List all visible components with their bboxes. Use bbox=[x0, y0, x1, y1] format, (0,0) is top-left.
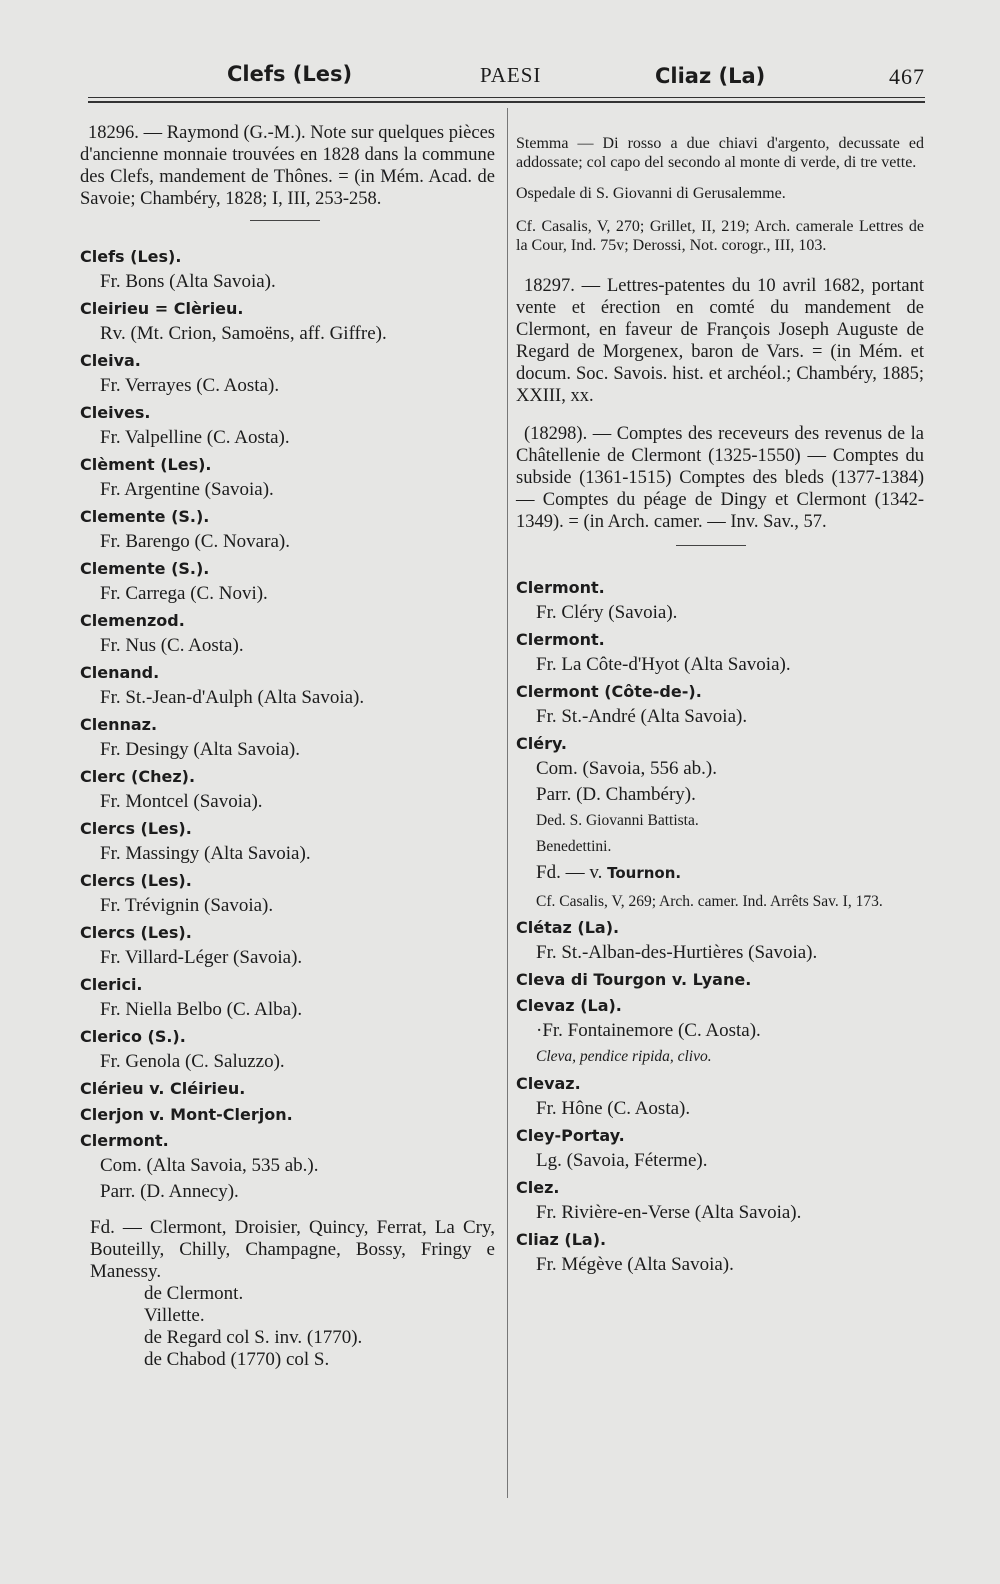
page-number: 467 bbox=[889, 64, 925, 89]
cf-note: Cf. Casalis, V, 270; Grillet, II, 219; Arch. camerale Lettres de la Cour, Ind. 75v; Derossi, Not. corogr., III, 103. bbox=[516, 218, 924, 254]
right-entries-1 bbox=[516, 576, 924, 730]
headword: Clefs (Les). bbox=[80, 247, 182, 266]
list-item bbox=[516, 680, 924, 730]
headword: Clerjon v. Mont-Clerjon. bbox=[80, 1105, 293, 1124]
fd-line: Fd. — Clermont, Droisier, Quincy, Ferrat, La Cry, Bouteilly, Chilly, Champagne, Bossy, Fringy e Manessy. bbox=[90, 1217, 495, 1282]
headword: Clercs (Les). bbox=[80, 923, 192, 942]
entry-detail: Fr. Argentine (Savoia). bbox=[100, 479, 274, 500]
headword: Clerici. bbox=[80, 975, 143, 994]
list-item bbox=[80, 765, 495, 815]
entry-detail: Fr. Hône (C. Aosta). bbox=[536, 1098, 691, 1119]
list-item bbox=[516, 576, 924, 626]
list-item bbox=[516, 628, 924, 678]
headword: Clétaz (La). bbox=[516, 918, 620, 937]
list-item bbox=[80, 349, 495, 399]
order-line: Benedettini. bbox=[536, 838, 612, 855]
headword: Clemente (S.). bbox=[80, 559, 210, 578]
list-item bbox=[516, 968, 924, 992]
entry-detail: Fr. Massingy (Alta Savoia). bbox=[100, 843, 311, 864]
fd-prefix: Fd. — v. bbox=[536, 862, 603, 883]
headword: Clerico (S.). bbox=[80, 1027, 186, 1046]
fd-detail: de Chabod (1770) col S. bbox=[144, 1349, 330, 1370]
entry-detail: Fr. Bons (Alta Savoia). bbox=[100, 271, 276, 292]
headword: Clevaz (La). bbox=[516, 996, 622, 1015]
headword: Clez. bbox=[516, 1178, 560, 1197]
list-item bbox=[80, 1103, 495, 1127]
entry-detail: Fr. Villard-Léger (Savoia). bbox=[100, 947, 303, 968]
right-entries-2 bbox=[516, 916, 924, 1278]
list-item bbox=[80, 245, 495, 295]
headword: Clevaz. bbox=[516, 1074, 581, 1093]
header-rule-thick bbox=[88, 101, 925, 103]
header-rule bbox=[88, 97, 925, 98]
headword: Clercs (Les). bbox=[80, 871, 192, 890]
headword: Clennaz. bbox=[80, 715, 158, 734]
headword: Cleiva. bbox=[80, 351, 141, 370]
parr-line: Parr. (D. Annecy). bbox=[100, 1181, 239, 1202]
headword: Clermont (Côte-de-). bbox=[516, 682, 702, 701]
entry-detail: Fr. Genola (C. Saluzzo). bbox=[100, 1051, 285, 1072]
right-column bbox=[516, 134, 924, 1280]
entry-detail: Fr. St.-Alban-des-Hurtières (Savoia). bbox=[536, 942, 818, 963]
list-item bbox=[516, 1124, 924, 1174]
entry-detail: Fr. Cléry (Savoia). bbox=[536, 602, 678, 623]
headword: Cleirieu = Clèrieu. bbox=[80, 299, 244, 318]
entry-detail: Fr. St.-André (Alta Savoia). bbox=[536, 706, 748, 727]
list-item bbox=[80, 453, 495, 503]
headword: Cleives. bbox=[80, 403, 151, 422]
entry-18298: (18298). — Comptes des receveurs des revenus de la Châtellenie de Clermont (1325-1550) — Comptes du subside (1361-1515) Comptes des bleds (1377-1384) — Comptes du péage de Dingy et Clermont (1342-1349). = (in Arch. camer. — Inv. Sav., 57. bbox=[516, 424, 924, 532]
list-item bbox=[516, 1072, 924, 1122]
fd-detail: de Clermont. bbox=[144, 1283, 244, 1304]
headword: Cliaz (La). bbox=[516, 1230, 607, 1249]
parr-line: Parr. (D. Chambéry). bbox=[536, 784, 696, 805]
entry-clery bbox=[516, 732, 924, 912]
headword: Clenand. bbox=[80, 663, 160, 682]
headword: Clérieu v. Cléirieu. bbox=[80, 1079, 246, 1098]
separator bbox=[250, 220, 320, 221]
entry-detail: ·Fr. Fontainemore (C. Aosta). bbox=[536, 1020, 761, 1041]
separator bbox=[676, 545, 746, 546]
left-entries bbox=[80, 245, 495, 1127]
entry-detail: Fr. Mégève (Alta Savoia). bbox=[536, 1254, 734, 1275]
left-column bbox=[80, 122, 495, 1373]
cf-line: Cf. Casalis, V, 269; Arch. camer. Ind. Arrêts Sav. I, 173. bbox=[536, 893, 883, 910]
fd-line bbox=[516, 860, 924, 886]
column-divider bbox=[507, 108, 508, 1498]
headword: Clermont. bbox=[80, 1131, 169, 1150]
entry-detail: Fr. Carrega (C. Novi). bbox=[100, 583, 268, 604]
list-item bbox=[516, 1176, 924, 1226]
headword: Clemenzod. bbox=[80, 611, 185, 630]
header-center: PAESI bbox=[480, 63, 542, 87]
list-item bbox=[80, 1025, 495, 1075]
entry-detail: Fr. Niella Belbo (C. Alba). bbox=[100, 999, 303, 1020]
headword: Clermont. bbox=[516, 630, 605, 649]
ospedale-note: Ospedale di S. Giovanni di Gerusalemme. bbox=[516, 185, 786, 202]
headword: Clerc (Chez). bbox=[80, 767, 196, 786]
entry-18296: 18296. — Raymond (G.-M.). Note sur quelques pièces d'ancienne monnaie trouvées en 1828 dans la commune des Clefs, mandement de Thônes. = (in Mém. Acad. de Savoie; Chambéry, 1828; I, III, 253-258. bbox=[80, 123, 495, 209]
entry-detail: Fr. Verrayes (C. Aosta). bbox=[100, 375, 280, 396]
entry-clermont bbox=[80, 1129, 495, 1371]
headword: Cley-Portay. bbox=[516, 1126, 625, 1145]
entry-detail: Fr. Nus (C. Aosta). bbox=[100, 635, 244, 656]
list-item bbox=[80, 921, 495, 971]
list-item bbox=[516, 1228, 924, 1278]
list-item bbox=[80, 557, 495, 607]
list-item bbox=[80, 297, 495, 347]
entry-18297: 18297. — Lettres-patentes du 10 avril 1682, portant vente et érection en comté du mandement de Clermont, en faveur de François Joseph Auguste de Regard de Morgenex, baron de Vars. = (in Mém. et docum. Soc. Savois. hist. et archéol.; Chambéry, 1885; XXIII, xx. bbox=[516, 276, 924, 406]
headword: Clemente (S.). bbox=[80, 507, 210, 526]
entry-detail: Fr. Trévignin (Savoia). bbox=[100, 895, 274, 916]
ded-line: Ded. S. Giovanni Battista. bbox=[536, 812, 699, 829]
header-right: Cliaz (La) bbox=[655, 64, 766, 88]
com-line: Com. (Savoia, 556 ab.). bbox=[536, 758, 718, 779]
headword: Clermont. bbox=[516, 578, 605, 597]
entry-detail: Fr. Desingy (Alta Savoia). bbox=[100, 739, 301, 760]
list-item bbox=[80, 505, 495, 555]
list-item bbox=[80, 661, 495, 711]
headword: Clèment (Les). bbox=[80, 455, 212, 474]
headword: Clercs (Les). bbox=[80, 819, 192, 838]
header-left: Clefs (Les) bbox=[227, 62, 353, 86]
list-item bbox=[80, 713, 495, 763]
list-item bbox=[80, 1077, 495, 1101]
fd-detail: de Regard col S. inv. (1770). bbox=[144, 1327, 363, 1348]
entry-note: Cleva, pendice ripida, clivo. bbox=[536, 1048, 712, 1065]
list-item bbox=[80, 401, 495, 451]
fd-detail: Villette. bbox=[144, 1305, 205, 1326]
headword: Cleva di Tourgon v. Lyane. bbox=[516, 970, 752, 989]
entry-detail: Fr. St.-Jean-d'Aulph (Alta Savoia). bbox=[100, 687, 365, 708]
list-item bbox=[80, 869, 495, 919]
entry-detail: Fr. Montcel (Savoia). bbox=[100, 791, 263, 812]
entry-detail: Fr. Barengo (C. Novara). bbox=[100, 531, 290, 552]
fd-link: Tournon. bbox=[607, 864, 682, 882]
entry-detail: Fr. Valpelline (C. Aosta). bbox=[100, 427, 290, 448]
stemma-note: Stemma — Di rosso a due chiavi d'argento, decussate ed addossate; col capo del secondo al monte di verde, di tre vette. bbox=[516, 135, 924, 171]
entry-detail: Rv. (Mt. Crion, Samoëns, aff. Giffre). bbox=[100, 323, 387, 344]
running-header bbox=[80, 58, 925, 98]
list-item bbox=[516, 994, 924, 1070]
list-item bbox=[516, 916, 924, 966]
list-item bbox=[80, 973, 495, 1023]
list-item bbox=[80, 609, 495, 659]
entry-detail: Lg. (Savoia, Féterme). bbox=[536, 1150, 708, 1171]
entry-detail: Fr. Rivière-en-Verse (Alta Savoia). bbox=[536, 1202, 802, 1223]
list-item bbox=[80, 817, 495, 867]
com-line: Com. (Alta Savoia, 535 ab.). bbox=[100, 1155, 319, 1176]
headword: Cléry. bbox=[516, 734, 568, 753]
entry-detail: Fr. La Côte-d'Hyot (Alta Savoia). bbox=[536, 654, 791, 675]
